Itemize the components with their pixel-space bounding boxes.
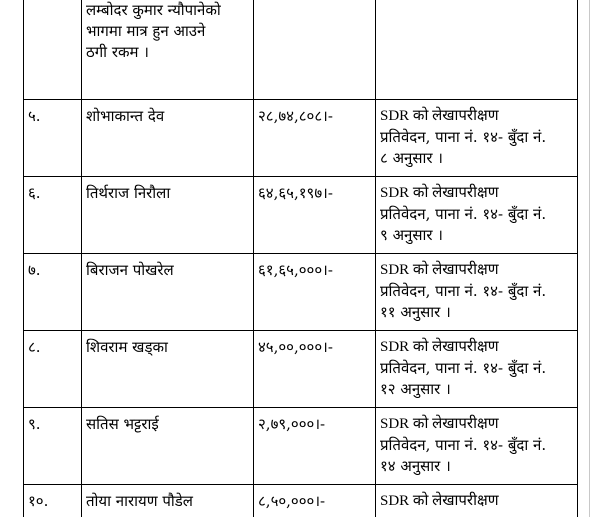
serial-number: ५. xyxy=(24,100,82,177)
audit-reference: SDR को लेखापरीक्षण प्रतिवेदन, पाना नं. १४- बुँदा नं. १२ अनुसार । xyxy=(376,331,578,408)
fraud-amount-table xyxy=(23,0,578,517)
amount: ८,५०,०००।- xyxy=(254,485,376,517)
amount: ४५,००,०००।- xyxy=(254,331,376,408)
serial-number: ९. xyxy=(24,408,82,485)
person-name: तोया नारायण पौडेल xyxy=(82,485,254,517)
serial-number: १०. xyxy=(24,485,82,517)
serial-number: ७. xyxy=(24,254,82,331)
audit-reference: SDR को लेखापरीक्षण प्रतिवेदन, पाना नं. १४- बुँदा नं. ११ अनुसार । xyxy=(376,254,578,331)
page-edge-line xyxy=(589,0,590,517)
amount-cell xyxy=(254,0,376,100)
audit-reference: SDR को लेखापरीक्षण प्रतिवेदन, पाना नं. १४- बुँदा नं. ८ अनुसार । xyxy=(376,100,578,177)
amount: ६४,६५,१९७।- xyxy=(254,177,376,254)
table-row xyxy=(24,331,578,408)
audit-reference: SDR को लेखापरीक्षण प्रतिवेदन, पाना नं. १४- बुँदा नं. १४ अनुसार । xyxy=(376,408,578,485)
table-row-continuation xyxy=(24,0,578,100)
person-name: बिराजन पोखरेल xyxy=(82,254,254,331)
continuation-line: ठगी रकम । xyxy=(86,43,149,61)
table-row xyxy=(24,100,578,177)
amount: २,७९,०००।- xyxy=(254,408,376,485)
serial-number: ८. xyxy=(24,331,82,408)
amount: ६१,६५,०००।- xyxy=(254,254,376,331)
audit-reference: SDR को लेखापरीक्षण xyxy=(376,485,578,517)
serial-number: ६. xyxy=(24,177,82,254)
table-row xyxy=(24,408,578,485)
person-name: सतिस भट्टराई xyxy=(82,408,254,485)
person-name: तिर्थराज निरौला xyxy=(82,177,254,254)
table-row xyxy=(24,485,578,517)
description-cell xyxy=(82,0,254,100)
audit-reference: SDR को लेखापरीक्षण प्रतिवेदन, पाना नं. १४- बुँदा नं. ९ अनुसार । xyxy=(376,177,578,254)
table-row xyxy=(24,177,578,254)
serial-cell xyxy=(24,0,82,100)
amount: २८,७४,८०८।- xyxy=(254,100,376,177)
reference-cell xyxy=(376,0,578,100)
continuation-line: भागमा मात्र हुन आउने xyxy=(86,22,206,40)
person-name: शोभाकान्त देव xyxy=(82,100,254,177)
continuation-line: लम्बोदर कुमार न्यौपानेको xyxy=(86,1,221,19)
table-row xyxy=(24,254,578,331)
person-name: शिवराम खड्का xyxy=(82,331,254,408)
